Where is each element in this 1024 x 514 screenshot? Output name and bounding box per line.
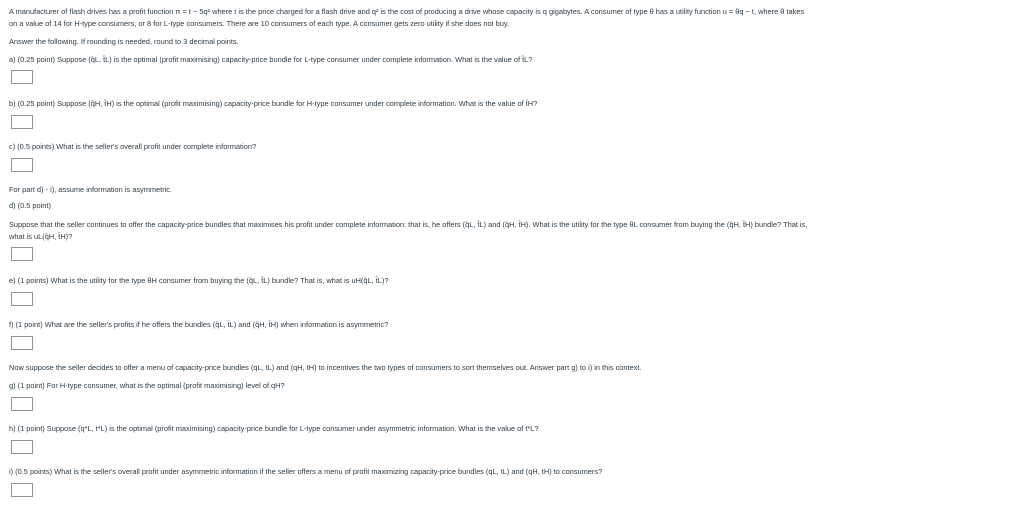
question-d-line-2: what is uL(q̂H, t̂H)?	[9, 232, 73, 241]
question-e: e) (1 points) What is the utility for the type θH consumer from buying the (q̂L, t̂L) bundle? That is, what is uH(q̂L, t̂L)?	[9, 276, 389, 285]
answer-b-input[interactable]	[11, 115, 33, 129]
intro-line-1: A manufacturer of flash drives has a profit function π = t − 5q² where t is the price charged for a flash drive and q² is the cost of producing a drive whose capacity is q gigabytes. A consumer of type θ has a utility function u = θq − t, where θ takes	[9, 7, 805, 16]
question-i: i) (0.5 points) What is the seller's overall profit under asymmetric information if the seller offers a menu of profit maximizing capacity-price bundles (qL, tL) and (qH, tH) to consumers?	[9, 467, 603, 476]
answer-e-input[interactable]	[11, 292, 33, 306]
question-f: f) (1 point) What are the seller's profits if he offers the bundles (q̂L, t̂L) and (q̂H, t̂H) when information is asymmetric?	[9, 320, 389, 329]
question-h: h) (1 point) Suppose (q*L, t*L) is the optimal (profit maximising) capacity-price bundle for L-type consumer under asymmetric information. What is the value of t*L?	[9, 424, 539, 433]
question-d-label: d) (0.5 point)	[9, 201, 51, 210]
instruction-text: Answer the following. If rounding is needed, round to 3 decimal points.	[9, 37, 239, 46]
intro-line-2: on a value of 14 for H-type consumers, or 8 for L-type consumers. There are 10 consumers of each type. A consumer gets zero utility if she does not buy.	[9, 19, 510, 28]
question-a: a) (0.25 point) Suppose (q̂L, t̂L) is the optimal (profit maximising) capacity-price bundle for L-type consumer under complete information. What is the value of t̂L?	[9, 55, 533, 64]
answer-a-input[interactable]	[11, 70, 33, 84]
answer-h-input[interactable]	[11, 440, 33, 454]
part-d-intro: For part d) - i), assume information is asymmetric.	[9, 185, 173, 194]
question-d-line-1: Suppose that the seller continues to offer the capacity-price bundles that maximises his profit under complete information: that is, he offers (q̂L, t̂L) and (q̂H, t̂H). What is the utility for the type θL consumer from buying the (q̂H, t̂H) bundle? That is,	[9, 220, 808, 229]
answer-c-input[interactable]	[11, 158, 33, 172]
question-b: b) (0.25 point) Suppose (q̂H, t̂H) is the optimal (profit maximising) capacity-price bundle for H-type consumer under complete information. What is the value of t̂H?	[9, 99, 538, 108]
question-g: g) (1 point) For H-type consumer, what is the optimal (profit maximising) level of qH?	[9, 381, 285, 390]
answer-g-input[interactable]	[11, 397, 33, 411]
menu-intro: Now suppose the seller decides to offer a menu of capacity-price bundles (qL, tL) and (qH, tH) to incentives the two types of consumers to sort themselves out. Answer part g) to i) in this context.	[9, 363, 642, 372]
answer-i-input[interactable]	[11, 483, 33, 497]
question-c: c) (0.5 points) What is the seller's overall profit under complete information?	[9, 142, 257, 151]
answer-f-input[interactable]	[11, 336, 33, 350]
answer-d-input[interactable]	[11, 247, 33, 261]
